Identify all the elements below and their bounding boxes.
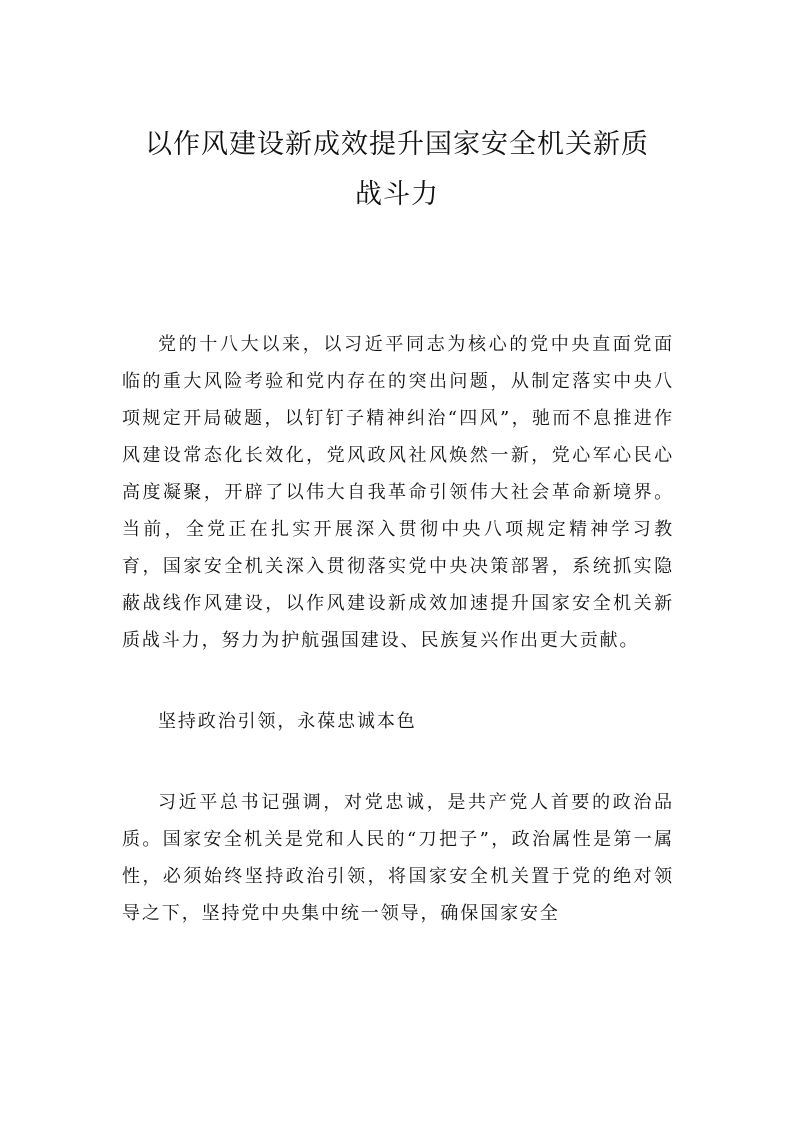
intro-paragraph: 党的十八大以来，以习近平同志为核心的党中央直面党面临的重大风险考验和党内存在的突出问题，从制定落实中央八项规定开局破题，以钉钉子精神纠治“四风”，驰而不息推进作风建设常态化长效化，党风政风社风焕然一新，党心军心民心高度凝聚，开辟了以伟大自我革命引领伟大社会革命新境界。当前，全党正在扎实开展深入贯彻中央八项规定精神学习教育，国家安全机关深入贯彻落实党中央决策部署，系统抓实隐蔽战线作风建设，以作风建设新成效加速提升国家安全机关新质战斗力，努力为护航强国建设、民族复兴作出更大贡献。 — [122, 334, 674, 651]
section-paragraph: 习近平总书记强调，对党忠诚，是共产党人首要的政治品质。国家安全机关是党和人民的“刀把子”，政治属性是第一属性，必须始终坚持政治引领，将国家安全机关置于党的绝对领导之下，坚持党中央集中统一领导，确保国家安全 — [122, 792, 674, 924]
section-heading: 坚持政治引领，永葆忠诚本色 — [158, 711, 417, 732]
title-line-2: 战斗力 — [355, 179, 439, 210]
title-line-1: 以作风建设新成效提升国家安全机关新质 — [145, 129, 649, 160]
document-body — [122, 326, 674, 932]
document-title — [112, 120, 682, 220]
